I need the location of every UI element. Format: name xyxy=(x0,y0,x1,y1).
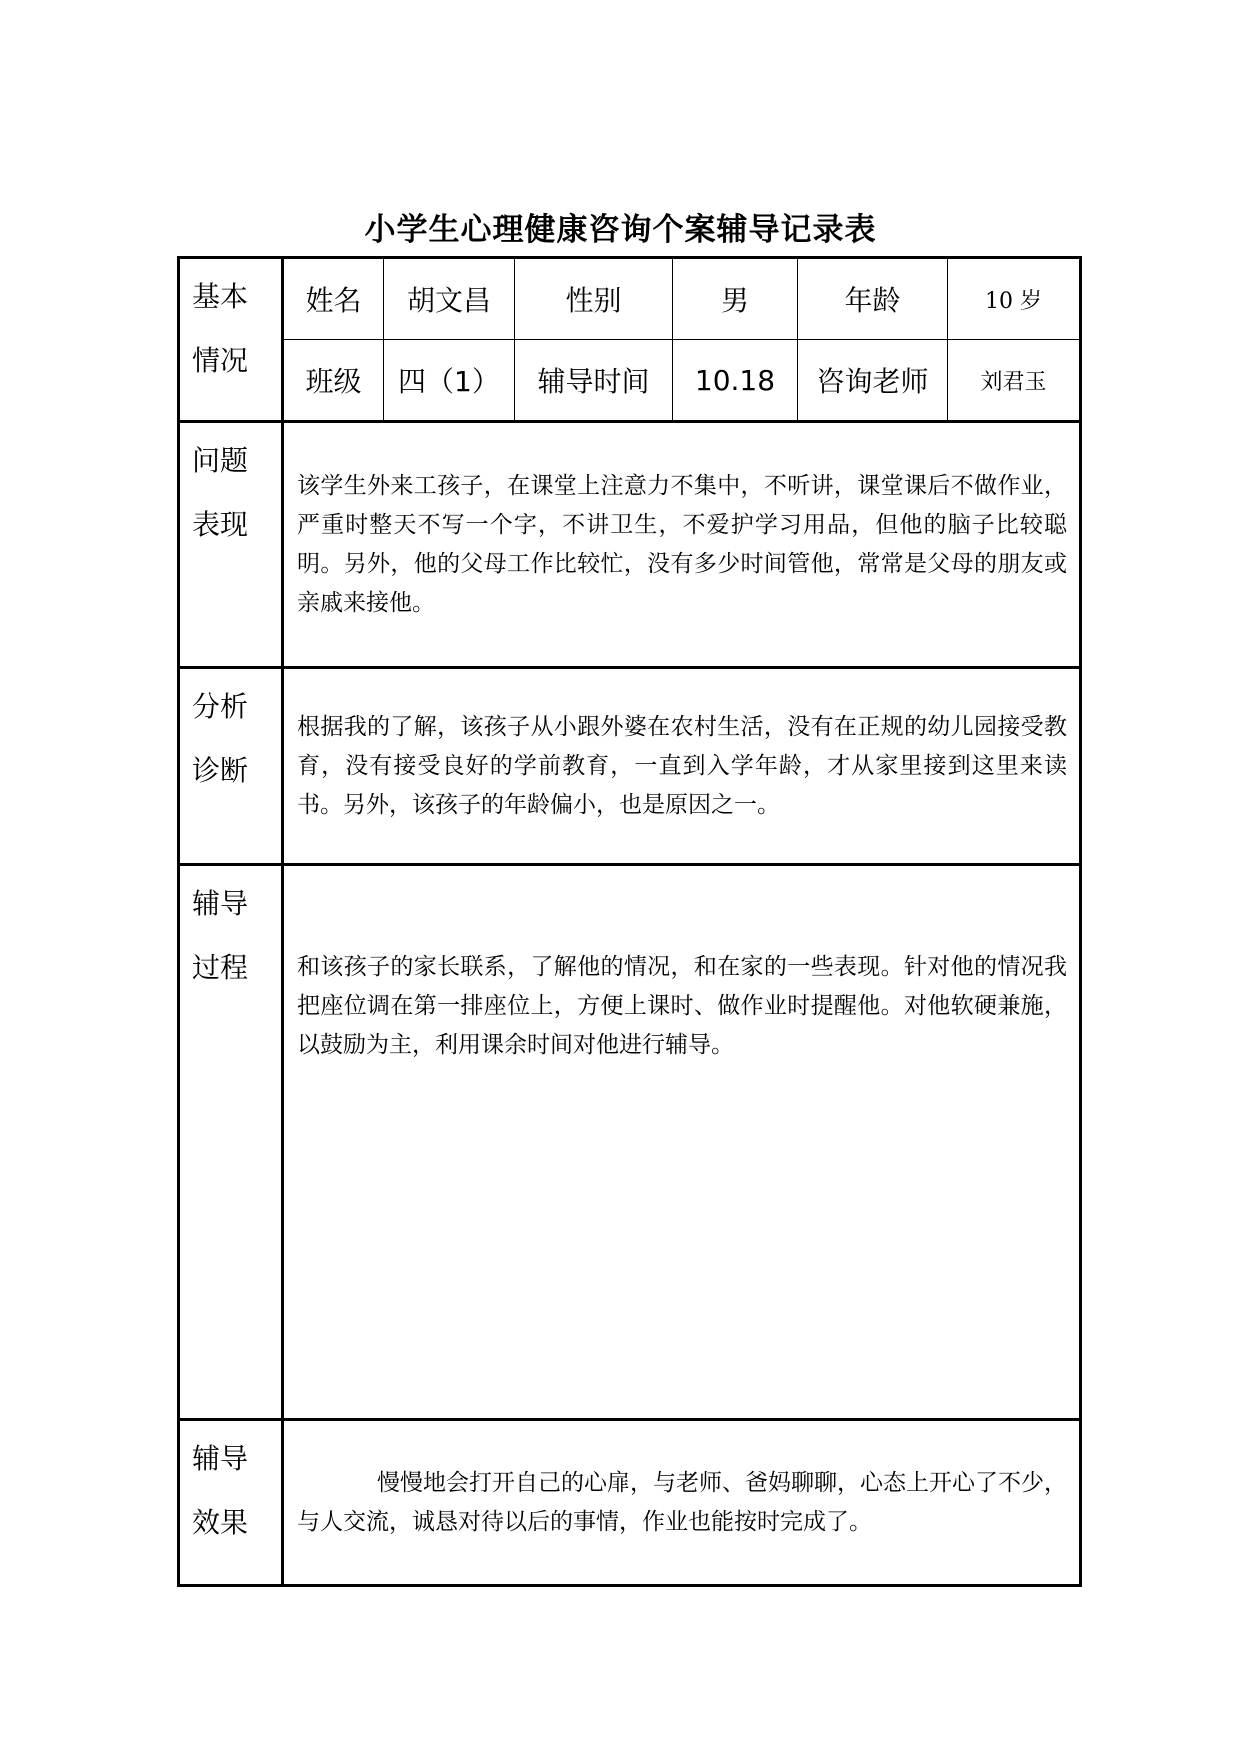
process-text: 和该孩子的家长联系，了解他的情况，和在家的一些表现。针对他的情况我把座位调在第一排座位上，方便上课时、做作业时提醒他。对他软硬兼施，以鼓励为主，利用课余时间对他进行辅导。 xyxy=(297,954,1067,1058)
process-section-label xyxy=(179,865,283,1420)
teacher-label: 咨询老师 xyxy=(798,340,948,422)
effect-label-line-2: 效果 xyxy=(192,1506,249,1539)
basic-row-1 xyxy=(179,258,1081,340)
problem-section-label xyxy=(179,422,283,668)
teacher-value: 刘君玉 xyxy=(948,340,1081,422)
record-table xyxy=(177,256,1082,1587)
page-title: 小学生心理健康咨询个案辅导记录表 xyxy=(364,212,877,248)
effect-label-line-1: 辅导 xyxy=(192,1442,249,1475)
class-label: 班级 xyxy=(283,340,384,422)
analysis-text-cell xyxy=(283,668,1081,865)
age-value: 10 岁 xyxy=(948,258,1081,340)
analysis-text: 根据我的了解，该孩子从小跟外婆在农村生活，没有在正规的幼儿园接受教育，没有接受良好的学前教育，一直到入学年龄，才从家里接到这里来读书。另外，该孩子的年龄偏小，也是原因之一。 xyxy=(297,713,1067,818)
analysis-label-line-2: 诊断 xyxy=(192,754,249,787)
effect-section-label xyxy=(179,1420,283,1586)
effect-text: 慢慢地会打开自己的心扉，与老师、爸妈聊聊，心态上开心了不少，与人交流，诚恳对待以后的事情，作业也能按时完成了。 xyxy=(297,1469,1067,1535)
process-label-line-2: 过程 xyxy=(192,951,249,984)
problem-text: 该学生外来工孩子，在课堂上注意力不集中，不听讲，课堂课后不做作业，严重时整天不写一个字，不讲卫生，不爱护学习用品，但他的脑子比较聪明。另外，他的父母工作比较忙，没有多少时间管他，常常是父母的朋友或亲戚来接他。 xyxy=(297,472,1067,616)
process-label-line-1: 辅导 xyxy=(192,887,249,920)
analysis-row xyxy=(179,668,1081,865)
analysis-section-label xyxy=(179,668,283,865)
problem-label-line-1: 问题 xyxy=(192,444,249,477)
time-label: 辅导时间 xyxy=(515,340,673,422)
age-label: 年龄 xyxy=(798,258,948,340)
gender-label: 性别 xyxy=(515,258,673,340)
name-label: 姓名 xyxy=(283,258,384,340)
effect-text-cell xyxy=(283,1420,1081,1586)
effect-row xyxy=(179,1420,1081,1586)
problem-text-cell xyxy=(283,422,1081,668)
problem-row xyxy=(179,422,1081,668)
basic-row-2 xyxy=(179,340,1081,422)
basic-label-line-2: 情况 xyxy=(192,344,249,377)
time-value: 10.18 xyxy=(673,340,798,422)
class-value: 四（1） xyxy=(384,340,515,422)
name-value: 胡文昌 xyxy=(384,258,515,340)
basic-label-line-1: 基本 xyxy=(192,280,249,313)
analysis-label-line-1: 分析 xyxy=(192,690,249,723)
process-row xyxy=(179,865,1081,1420)
basic-section-label xyxy=(179,258,283,422)
problem-label-line-2: 表现 xyxy=(192,508,249,541)
gender-value: 男 xyxy=(673,258,798,340)
process-text-cell xyxy=(283,865,1081,1420)
